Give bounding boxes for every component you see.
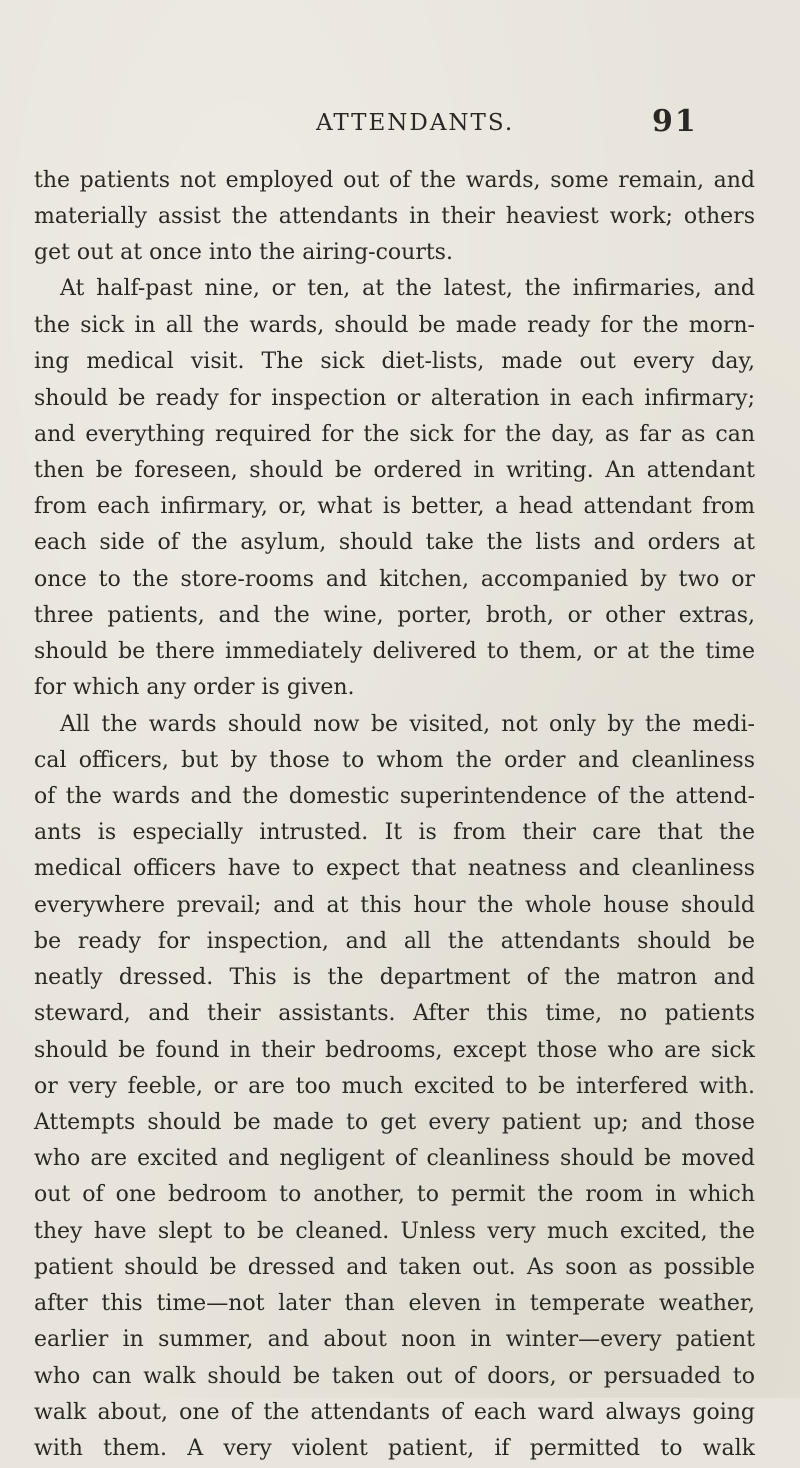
text-line: medical officers have to expect that neatness and cleanliness [34,856,755,881]
text-line: materially assist the attendants in their heaviest work; others [34,204,755,229]
text-line: be ready for inspection, and all the attendants should be [34,929,755,954]
text-line: get out at once into the airing-courts. [34,240,453,265]
text-line: ing medical visit. The sick diet-lists, made out every day, [34,349,755,374]
text-line: after this time—not later than eleven in temperate weather, [34,1291,755,1316]
text-line: All the wards should now be visited, not only by the medi- [60,712,755,737]
text-line: who are excited and negligent of cleanliness should be moved [34,1146,755,1171]
text-line: should be there immediately delivered to them, or at the time [34,639,755,664]
text-line: who can walk should be taken out of doors, or persuaded to [34,1364,755,1389]
text-line: from each infirmary, or, what is better, a head attendant from [34,494,755,519]
text-line: should be found in their bedrooms, except those who are sick [34,1038,755,1063]
text-line: ants is especially intrusted. It is from their care that the [34,820,755,845]
text-line: At half-past nine, or ten, at the latest, the infirmaries, and [60,276,755,301]
text-line: and everything required for the sick for the day, as far as can [34,422,755,447]
page-number: 91 [652,104,698,139]
text-line: the sick in all the wards, should be made ready for the morn- [34,313,755,338]
text-line: of the wards and the domestic superintendence of the attend- [34,784,755,809]
page-header [0,104,800,148]
text-line: with them. A very violent patient, if permitted to walk [34,1436,755,1461]
text-line: steward, and their assistants. After this time, no patients [34,1001,755,1026]
text-line: earlier in summer, and about noon in winter—every patient [34,1327,755,1352]
text-line: once to the store-rooms and kitchen, accompanied by two or [34,567,755,592]
text-line: should be ready for inspection or alteration in each infirmary; [34,386,755,411]
text-line: for which any order is given. [34,675,355,700]
text-line: three patients, and the wine, porter, broth, or other extras, [34,603,755,628]
text-line: the patients not employed out of the wards, some remain, and [34,168,755,193]
running-head: ATTENDANTS. [316,110,515,136]
text-line: neatly dressed. This is the department of the matron and [34,965,755,990]
text-line: out of one bedroom to another, to permit the room in which [34,1182,755,1207]
text-line: they have slept to be cleaned. Unless very much excited, the [34,1219,755,1244]
text-line: each side of the asylum, should take the lists and orders at [34,530,755,555]
text-line: patient should be dressed and taken out. As soon as possible [34,1255,755,1280]
text-line: Attempts should be made to get every patient up; and those [34,1110,755,1135]
text-line: everywhere prevail; and at this hour the whole house should [34,893,755,918]
text-line: then be foreseen, should be ordered in writing. An attendant [34,458,755,483]
text-line: cal officers, but by those to whom the order and cleanliness [34,748,755,773]
text-line: or very feeble, or are too much excited to be interfered with. [34,1074,755,1099]
text-line: walk about, one of the attendants of each ward always going [34,1400,755,1425]
